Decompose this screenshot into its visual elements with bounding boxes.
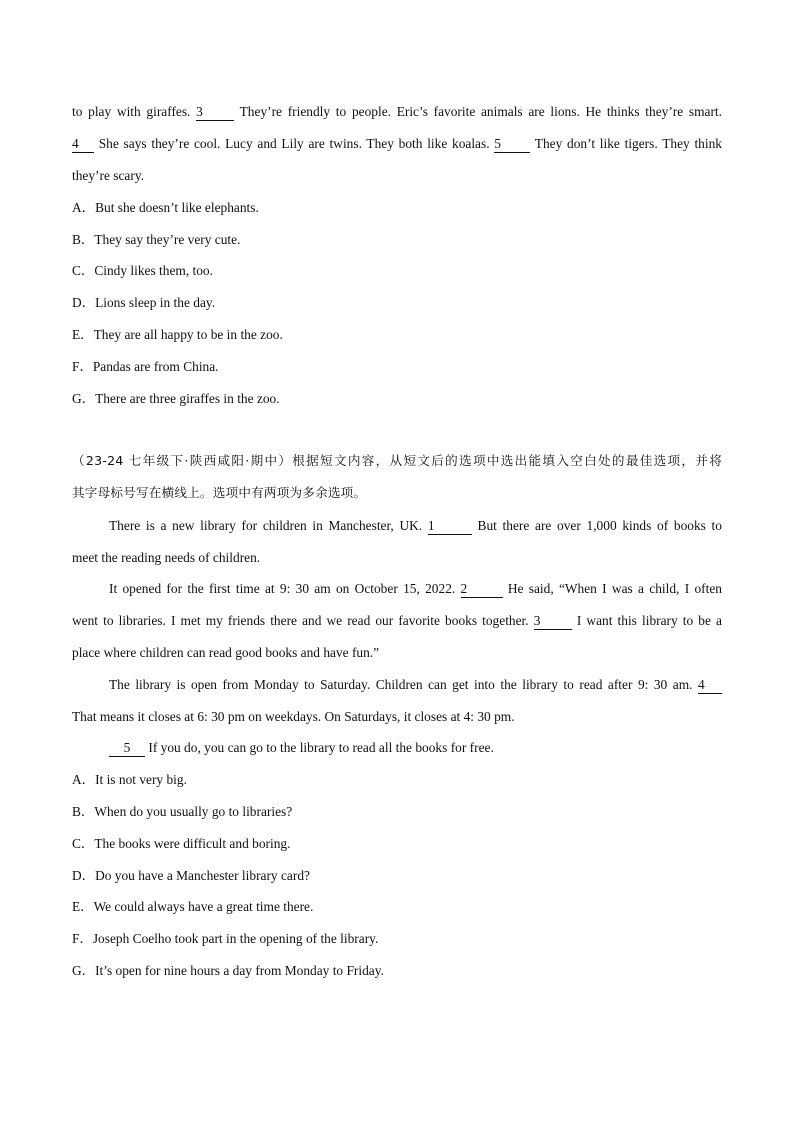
option2-f [72,930,722,948]
option-letter: G． [72,391,96,406]
answer-blank-4b[interactable]: 4 [698,677,722,694]
passage-text: They’re friendly to people. Eric’s favorite animals are lions. He thinks they’re smart. [239,104,723,119]
passage-text: went to libraries. I met my friends there and we read our favorite books together. [72,613,529,628]
answer-blank-5b[interactable]: 5 [109,740,145,757]
option-letter: C． [72,263,95,278]
passage2-p2-line-2 [72,612,722,630]
passage2-p1-line-2: meet the reading needs of children. [72,550,261,565]
instruction-line-1: （23-24 七年级下·陕西咸阳·期中）根据短文内容，从短文后的选项中选出能填入空白处的最佳选项，并将 [72,453,722,468]
passage-text: The library is open from Monday to Saturday. Children can get into the library to read after 9: 30 am. [109,677,693,692]
option-text: They are all happy to be in the zoo. [93,327,283,342]
option-f [72,358,722,376]
passage-text: But there are over 1,000 kinds of books to [477,518,722,533]
answer-blank-4[interactable]: 4 [72,136,94,153]
option-text: Do you have a Manchester library card? [95,868,310,883]
option2-g [72,962,722,980]
option-text: Lions sleep in the day. [95,295,216,310]
passage2-p4-line-1 [109,739,722,757]
option2-d [72,867,722,885]
option-letter: E． [72,327,94,342]
passage2-p3-line-1 [109,676,722,694]
option2-e [72,898,722,916]
option-a [72,199,722,217]
option-text: There are three giraffes in the zoo. [95,391,280,406]
option-text: Cindy likes them, too. [94,263,213,278]
option-letter: B． [72,232,95,247]
passage1-line-2 [72,135,722,153]
option-text: It is not very big. [95,772,187,787]
option-text: Pandas are from China. [92,359,219,374]
answer-blank-5[interactable]: 5 [494,136,530,153]
option-letter: F． [72,359,93,374]
option-letter: D． [72,295,96,310]
option-letter: A． [72,200,96,215]
option-letter: G． [72,963,96,978]
option-g [72,390,722,408]
option-text: But she doesn’t like elephants. [95,200,259,215]
option-c [72,262,722,280]
passage2-p2-line-3: place where children can read good books and have fun.” [72,645,380,660]
passage2-p3-line-2: That means it closes at 6: 30 pm on weekdays. On Saturdays, it closes at 4: 30 pm. [72,709,515,724]
option-text: It’s open for nine hours a day from Monday to Friday. [95,963,384,978]
option-text: When do you usually go to libraries? [94,804,293,819]
passage-text: to play with giraffes. [72,104,191,119]
answer-blank-1[interactable]: 1 [428,518,472,535]
option-text: They say they’re very cute. [94,232,241,247]
passage-text: There is a new library for children in Manchester, UK. [109,518,423,533]
passage1-line-3: they’re scary. [72,168,144,183]
option-d [72,294,722,312]
instruction-line-2: 其字母标号写在横线上。选项中有两项为多余选项。 [72,485,367,500]
option2-c [72,835,722,853]
option-letter: B． [72,804,95,819]
option-letter: A． [72,772,96,787]
answer-blank-2[interactable]: 2 [461,581,503,598]
option-text: Joseph Coelho took part in the opening of the library. [92,931,379,946]
passage-text: It opened for the first time at 9: 30 am on October 15, 2022. [109,581,456,596]
passage-text: He said, “When I was a child, I often [507,581,722,596]
passage-text: I want this library to be a [576,613,722,628]
option-letter: F． [72,931,93,946]
option-letter: C． [72,836,95,851]
passage1-line-1 [72,103,722,121]
option-text: We could always have a great time there. [93,899,314,914]
option2-a [72,771,722,789]
option2-b [72,803,722,821]
option-letter: D． [72,868,96,883]
answer-blank-3b[interactable]: 3 [534,613,572,630]
option-text: The books were difficult and boring. [94,836,291,851]
answer-blank-3[interactable]: 3 [196,104,234,121]
passage-text: If you do, you can go to the library to read all the books for free. [148,740,494,755]
passage2-p2-line-1 [109,580,722,598]
passage-text: They don’t like tigers. They think [534,136,722,151]
option-b [72,231,722,249]
option-letter: E． [72,899,94,914]
option-e [72,326,722,344]
passage-text: She says they’re cool. Lucy and Lily are twins. They both like koalas. [98,136,490,151]
passage2-p1-line-1 [109,517,722,535]
